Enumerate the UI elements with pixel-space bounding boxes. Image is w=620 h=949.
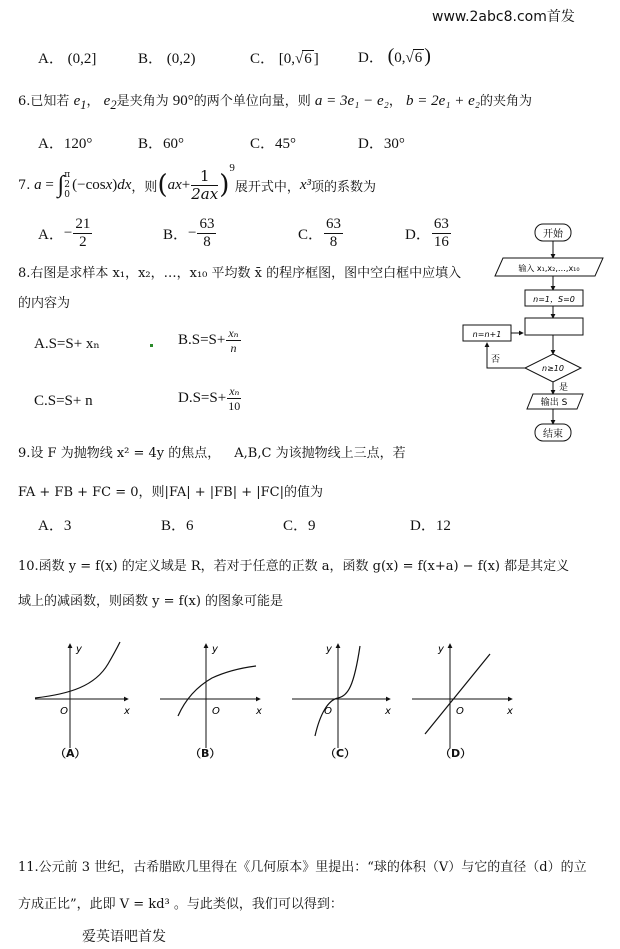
q8-option-c: C.S=S+ n <box>34 393 93 409</box>
svg-text:O: O <box>456 706 464 717</box>
q7-option-c: C． $\frac{63}{8}$ <box>298 216 342 250</box>
graph-b <box>160 644 262 748</box>
q8-option-d: D.S=S+ $\frac{\text{xₙ}}{10}$ <box>178 384 241 413</box>
graph-a <box>35 642 130 748</box>
svg-text:x: x <box>124 706 130 717</box>
q6-option-c: C．45° <box>250 136 297 152</box>
q7-option-a: A． − $\frac{21}{2}$ <box>38 216 91 250</box>
q9-option-d: D．12 <box>410 518 451 534</box>
flow-output-text: 输出 S <box>540 398 568 408</box>
q11-line1: 11.公元前 3 世纪，古希腊欧几里得在《几何原本》里提出：“球的体积（V）与它的直径（d）的立 <box>18 860 587 875</box>
q6-stem: 6.已知若 $e_1$， $e_2$是夹角为 90°的两个单位向量，则 a = 3e₁ − e₂， b = 2e₁ + e₂的夹角为 <box>18 93 533 112</box>
q6-option-d: D．30° <box>358 136 405 152</box>
q10-line2: 域上的减函数，则函数 y = f(x) 的图象可能是 <box>18 594 284 609</box>
q6-option-a: A．120° <box>38 136 93 152</box>
flow-end-text: 结束 <box>543 429 563 440</box>
flow-init-text: n=1，S=0 <box>533 295 575 304</box>
q7-stem: 7. a = ∫ π 2 0 (−cosx)dx ，则 ( ax + $\frac{1}{2ax}$ ) $^9$ 展开式中， x³ 项的系数为 <box>18 162 377 203</box>
q9-option-c: C．9 <box>283 518 316 534</box>
q9-option-b: B．6 <box>161 518 194 534</box>
graph-b-label: （B） <box>190 747 221 760</box>
svg-text:y: y <box>212 644 218 655</box>
q11-line2: 方成正比”，此即 V = kd³ 。与此类似，我们可以得到： <box>18 897 343 912</box>
q8-option-a: A.S=S+ xₙ <box>34 336 100 352</box>
q9-line2: FA + FB + FC = 0，则|FA| + |FB| + |FC|的值为 <box>18 485 323 500</box>
q6-option-b: B．60° <box>138 136 185 152</box>
green-dot <box>150 344 153 347</box>
svg-text:x: x <box>385 706 391 717</box>
flow-start-text: 开始 <box>543 229 563 240</box>
q5-option-d: D． (0,√6 ) <box>358 45 431 67</box>
q10-line1: 10.函数 y = f(x) 的定义域是 R，若对于任意的正数 a，函数 g(x) = f(x+a) − f(x) 都是其定义 <box>18 559 570 574</box>
graph-c <box>292 644 391 748</box>
flow-incr-text: n=n+1 <box>472 330 502 339</box>
q6-vector-b: b = 2e₁ + e₂ <box>406 93 481 109</box>
q5-option-a-text: (0,2] <box>67 51 97 67</box>
svg-text:y: y <box>438 644 444 655</box>
q5-option-b: B． (0,2) <box>138 51 196 67</box>
q8-option-b: B.S=S+ $\frac{\text{xₙ}}{n}$ <box>178 326 239 355</box>
q8-line1: 8.右图是求样本 x₁，x₂，…，x₁₀ 平均数 x̄ 的程序框图，图中空白框中应填入 <box>18 266 462 281</box>
flow-yes-label: 是 <box>559 383 569 393</box>
svg-text:y: y <box>76 644 82 655</box>
graph-d-line <box>425 654 490 734</box>
svg-text:x: x <box>256 706 262 717</box>
flow-input-text: 输入 x₁,x₂,…,x₁₀ <box>518 264 580 273</box>
svg-text:O: O <box>212 706 220 717</box>
q6-vector-a: a = 3e₁ − e₂ <box>314 93 389 109</box>
q7-option-d: D． $\frac{63}{16}$ <box>405 216 449 250</box>
q8-line2: 的内容为 <box>18 296 71 311</box>
q5-option-a: A． (0,2] <box>38 51 97 67</box>
graph-c-label: （C） <box>325 747 356 760</box>
footer-text: 爱英语吧首发 <box>82 929 166 945</box>
flowchart <box>455 218 615 450</box>
flow-blank-box <box>525 318 583 335</box>
q7-option-b: B． − $\frac{63}{8}$ <box>163 216 215 250</box>
svg-text:x: x <box>507 706 513 717</box>
q9-line1: 9.设 F 为抛物线 x² = 4y 的焦点， A,B,C 为该抛物线上三点，若 <box>18 446 406 461</box>
graph-d-label: （D） <box>440 747 472 760</box>
graph-a-label: （A） <box>55 747 86 760</box>
svg-text:O: O <box>60 706 68 717</box>
flow-cond-text: n≥10 <box>542 364 564 373</box>
svg-text:O: O <box>324 706 332 717</box>
q9-option-a: A．3 <box>38 518 72 534</box>
graph-d <box>412 644 513 748</box>
q5-option-c: C． [0,√6 ] <box>250 51 319 67</box>
flow-no-label: 否 <box>491 355 501 365</box>
header-source: www.2abc8.com首发 <box>432 9 575 25</box>
svg-text:y: y <box>326 644 332 655</box>
